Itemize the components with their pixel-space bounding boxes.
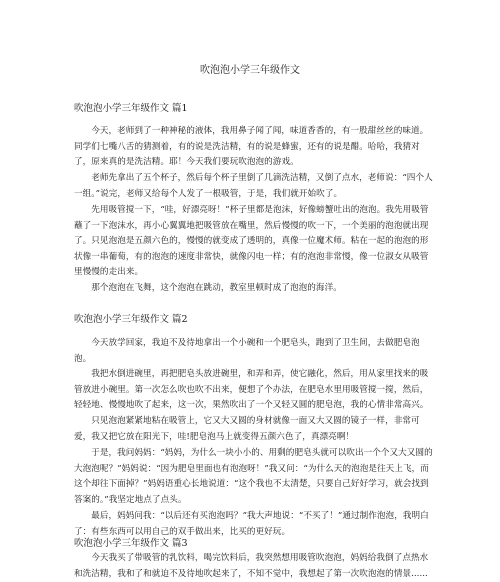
section-1-paragraph-2: 老师先拿出了五个杯子，然后每个杯子里倒了几滴洗洁精，又倒了点水，老师说：“四个人一组。”说完，老师又给每个人发了一根吸管，于是，我们就开始吹了。 <box>74 173 433 199</box>
section-1-paragraph-1: 今天，老师到了一种神秘的液体，我用鼻子闻了闻，味道香香的，有一股甜丝丝的味道。同学们七嘴八舌的猜测着，有的说是洗洁精，有的说是蜂蜜，还有的说是醋。哈哈，我猜对了，原来真的是洗洁精。耶！今天我们要玩吹泡泡的游戏。 <box>74 126 429 168</box>
section-2-paragraph-2: 我把水倒进碗里，再把肥皂头放进碗里，和弄和弄，使它融化，然后，用从家里找来的吸管放进小碗里。第一次怎么吹也吹不出来，便想了个办法，在肥皂水里用吸管搅一搅，然后，轻轻地、慢慢地吹了起来，这一次，果然吹出了一个又轻又圆的肥皂泡，我的心情非常高兴。 <box>74 369 429 411</box>
section-2-heading: 吹泡泡小学三年级作文 篇2 <box>74 314 188 325</box>
section-1-paragraph-4: 那个泡泡在飞舞，这个泡泡在跳动，教室里顿时成了泡泡的海洋。 <box>91 283 342 293</box>
section-2-paragraph-5: 最后，妈妈问我：“以后还有买泡泡吗？”我大声地说：“不买了！”通过制作泡泡，我明白了：有些东西可以用自己的双手做出来，比买的更好玩。 <box>74 511 429 537</box>
document-title: 吹泡泡小学三年级作文 <box>200 65 300 76</box>
section-1-heading: 吹泡泡小学三年级作文 篇1 <box>74 103 188 114</box>
section-1-paragraph-3: 先用吸管搅一下，“哇，好漂亮呀！”杯子里都是泡沫，好像螃蟹吐出的泡泡。我先用吸管蘸了一下泡沫水，再小心翼翼地把吸管放在嘴里，然后慢慢的吹一下，一个美丽的泡泡就出现了。只见泡泡是五颜六色的，慢慢的就变成了透明的，真像一位魔术师。粘在一起的泡泡的形状像一串葡萄，有的泡泡的速度非常快，就像闪电一样；有的泡泡非常慢，像一位淑女从吸管里慢慢的走出来。 <box>74 205 429 278</box>
section-2-paragraph-1: 今天放学回家，我迫不及待地拿出一个小碗和一个肥皂头，跑到了卫生间，去做肥皂泡泡。 <box>74 338 420 364</box>
section-2-paragraph-3: 只见泡泡紧紧地粘在吸管上，它又大又圆的身材就像一面又大又圆的镜子一样，非常可爱，我又把它放在阳光下，哇!肥皂泡马上就变得五颜六色了，真漂亮啊！ <box>74 416 420 442</box>
section-3-paragraph-1: 今天我买了带吸管的乳饮料，喝完饮料后，我突然想用吸管吹泡泡，妈妈给我倒了点热水和洗洁精，我和了和就迫不及待地吹起来了，不知不觉中，我想起了第一次吹泡泡的情景...... <box>74 553 429 579</box>
section-3-heading: 吹泡泡小学三年级作文 篇3 <box>74 538 188 549</box>
section-2-paragraph-4: 于是，我问妈妈：“妈妈，为什么一块小小的、用剩的肥皂头就可以吹出一个个又大又圆的大泡泡呢？”妈妈说：“因为肥皂里面也有泡泡呀！”我又问：“为什么天的泡泡是往天上飞，而这个却往下面掉？”妈妈语重心长地说道：“这个我也不太清楚，只要自己好好学习，就会找到答案的。”我坚定地点了点头。 <box>74 448 433 505</box>
